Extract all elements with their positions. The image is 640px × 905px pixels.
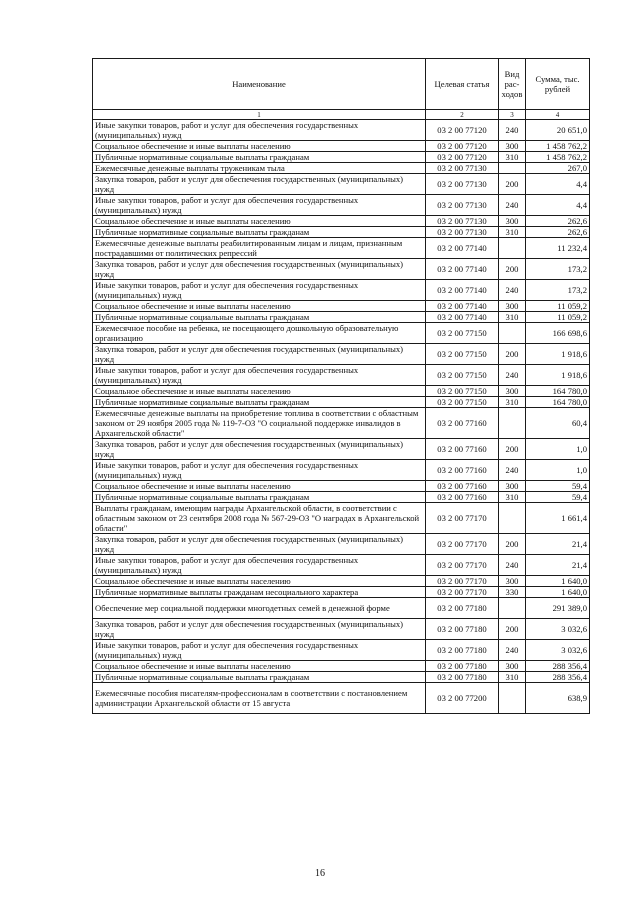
row-article-cell: 03 2 00 77160: [426, 408, 499, 439]
row-type-cell: 300: [499, 301, 526, 312]
row-sum-cell: 3 032,6: [526, 619, 590, 640]
column-number-row: [93, 110, 590, 120]
row-type-cell: 300: [499, 216, 526, 227]
row-article-cell: 03 2 00 77170: [426, 587, 499, 598]
row-sum-cell: 1 640,0: [526, 576, 590, 587]
row-name-cell: Иные закупки товаров, работ и услуг для обеспечения государственных (муниципальных) нужд: [93, 460, 426, 481]
table-row: [93, 227, 590, 238]
row-name-cell: Публичные нормативные выплаты гражданам несоциального характера: [93, 587, 426, 598]
table-row: [93, 280, 590, 301]
column-number: 3: [499, 110, 526, 120]
table-row: [93, 534, 590, 555]
row-article-cell: 03 2 00 77130: [426, 216, 499, 227]
row-type-cell: [499, 683, 526, 714]
row-type-cell: 240: [499, 640, 526, 661]
row-sum-cell: 1 640,0: [526, 587, 590, 598]
table-row: [93, 238, 590, 259]
page-number: 16: [315, 868, 325, 879]
row-article-cell: 03 2 00 77140: [426, 259, 499, 280]
row-name-cell: Социальное обеспечение и иные выплаты населению: [93, 386, 426, 397]
row-sum-cell: 3 032,6: [526, 640, 590, 661]
row-name-cell: Социальное обеспечение и иные выплаты населению: [93, 481, 426, 492]
table-row: [93, 312, 590, 323]
row-type-cell: 300: [499, 141, 526, 152]
table-row: [93, 640, 590, 661]
row-name-cell: Выплаты гражданам, имеющим награды Архангельской области, в соответствии с областным законом от 23 сентября 2008 года № 567-29-ОЗ "О наградах в Архангельской области": [93, 503, 426, 534]
row-name-cell: Социальное обеспечение и иные выплаты населению: [93, 216, 426, 227]
row-article-cell: 03 2 00 77180: [426, 640, 499, 661]
row-sum-cell: 164 780,0: [526, 397, 590, 408]
row-sum-cell: 173,2: [526, 280, 590, 301]
row-name-cell: Ежемесячные денежные выплаты на приобретение топлива в соответствии с областным законом от 29 ноября 2005 года № 119-7-ОЗ "О социальной поддержке инвалидов в Архангельской области": [93, 408, 426, 439]
row-article-cell: 03 2 00 77130: [426, 174, 499, 195]
row-name-cell: Социальное обеспечение и иные выплаты населению: [93, 661, 426, 672]
row-name-cell: Публичные нормативные социальные выплаты гражданам: [93, 152, 426, 163]
table-row: [93, 576, 590, 587]
row-sum-cell: 59,4: [526, 492, 590, 503]
table-row: [93, 683, 590, 714]
table-row: [93, 619, 590, 640]
budget-table: [92, 58, 590, 714]
row-type-cell: 200: [499, 259, 526, 280]
row-sum-cell: 11 232,4: [526, 238, 590, 259]
row-name-cell: Иные закупки товаров, работ и услуг для обеспечения государственных (муниципальных) нужд: [93, 365, 426, 386]
table-row: [93, 120, 590, 141]
row-type-cell: 300: [499, 481, 526, 492]
row-type-cell: 200: [499, 344, 526, 365]
row-type-cell: 200: [499, 174, 526, 195]
row-type-cell: 240: [499, 365, 526, 386]
column-number: 1: [93, 110, 426, 120]
row-name-cell: Обеспечение мер социальной поддержки многодетных семей в денежной форме: [93, 598, 426, 619]
table-row: [93, 344, 590, 365]
row-sum-cell: 164 780,0: [526, 386, 590, 397]
table-row: [93, 481, 590, 492]
row-sum-cell: 1 458 762,2: [526, 141, 590, 152]
table-row: [93, 301, 590, 312]
row-name-cell: Публичные нормативные социальные выплаты гражданам: [93, 492, 426, 503]
row-article-cell: 03 2 00 77160: [426, 439, 499, 460]
row-sum-cell: 1 458 762,2: [526, 152, 590, 163]
row-article-cell: 03 2 00 77180: [426, 598, 499, 619]
table-row: [93, 672, 590, 683]
row-sum-cell: 21,4: [526, 534, 590, 555]
table-row: [93, 216, 590, 227]
row-type-cell: 310: [499, 672, 526, 683]
table-row: [93, 492, 590, 503]
row-article-cell: 03 2 00 77150: [426, 386, 499, 397]
row-name-cell: Ежемесячные денежные выплаты труженикам тыла: [93, 163, 426, 174]
row-type-cell: 310: [499, 492, 526, 503]
row-article-cell: 03 2 00 77120: [426, 152, 499, 163]
row-article-cell: 03 2 00 77180: [426, 672, 499, 683]
row-article-cell: 03 2 00 77170: [426, 503, 499, 534]
row-sum-cell: 11 059,2: [526, 301, 590, 312]
row-sum-cell: 267,0: [526, 163, 590, 174]
row-article-cell: 03 2 00 77120: [426, 141, 499, 152]
table-row: [93, 259, 590, 280]
row-type-cell: 240: [499, 460, 526, 481]
row-article-cell: 03 2 00 77140: [426, 301, 499, 312]
row-name-cell: Иные закупки товаров, работ и услуг для обеспечения государственных (муниципальных) нужд: [93, 555, 426, 576]
row-sum-cell: 4,4: [526, 195, 590, 216]
header-article: Целевая статья: [426, 59, 499, 110]
row-article-cell: 03 2 00 77150: [426, 344, 499, 365]
row-type-cell: 310: [499, 312, 526, 323]
row-type-cell: 200: [499, 619, 526, 640]
row-name-cell: Ежемесячные денежные выплаты реабилитированным лицам и лицам, признанным пострадавшими от политических репрессий: [93, 238, 426, 259]
row-name-cell: Закупка товаров, работ и услуг для обеспечения государственных (муниципальных) нужд: [93, 259, 426, 280]
row-type-cell: [499, 598, 526, 619]
row-sum-cell: 1 918,6: [526, 365, 590, 386]
row-name-cell: Публичные нормативные социальные выплаты гражданам: [93, 227, 426, 238]
row-name-cell: Иные закупки товаров, работ и услуг для обеспечения государственных (муниципальных) нужд: [93, 280, 426, 301]
row-article-cell: 03 2 00 77160: [426, 460, 499, 481]
row-article-cell: 03 2 00 77180: [426, 619, 499, 640]
row-type-cell: 240: [499, 555, 526, 576]
row-article-cell: 03 2 00 77160: [426, 492, 499, 503]
row-article-cell: 03 2 00 77170: [426, 576, 499, 587]
row-type-cell: 310: [499, 227, 526, 238]
row-sum-cell: 291 389,0: [526, 598, 590, 619]
row-sum-cell: 173,2: [526, 259, 590, 280]
row-type-cell: [499, 408, 526, 439]
row-sum-cell: 288 356,4: [526, 672, 590, 683]
table-row: [93, 195, 590, 216]
row-type-cell: 240: [499, 195, 526, 216]
document-page: [92, 58, 589, 714]
row-article-cell: 03 2 00 77140: [426, 280, 499, 301]
row-name-cell: Социальное обеспечение и иные выплаты населению: [93, 576, 426, 587]
table-header-row: [93, 59, 590, 110]
row-type-cell: 300: [499, 661, 526, 672]
table-row: [93, 365, 590, 386]
row-sum-cell: 1 918,6: [526, 344, 590, 365]
row-sum-cell: 1,0: [526, 460, 590, 481]
table-row: [93, 460, 590, 481]
column-number: 4: [526, 110, 590, 120]
row-type-cell: 300: [499, 386, 526, 397]
header-sum: Сумма, тыс. рублей: [526, 59, 590, 110]
row-type-cell: [499, 238, 526, 259]
table-row: [93, 587, 590, 598]
row-name-cell: Публичные нормативные социальные выплаты гражданам: [93, 672, 426, 683]
column-number: 2: [426, 110, 499, 120]
row-article-cell: 03 2 00 77140: [426, 312, 499, 323]
table-row: [93, 397, 590, 408]
row-name-cell: Закупка товаров, работ и услуг для обеспечения государственных (муниципальных) нужд: [93, 344, 426, 365]
row-article-cell: 03 2 00 77180: [426, 661, 499, 672]
row-article-cell: 03 2 00 77130: [426, 163, 499, 174]
row-type-cell: 330: [499, 587, 526, 598]
table-row: [93, 503, 590, 534]
row-sum-cell: 4,4: [526, 174, 590, 195]
row-sum-cell: 20 651,0: [526, 120, 590, 141]
table-row: [93, 598, 590, 619]
row-article-cell: 03 2 00 77170: [426, 555, 499, 576]
row-sum-cell: 21,4: [526, 555, 590, 576]
row-article-cell: 03 2 00 77130: [426, 195, 499, 216]
row-name-cell: Иные закупки товаров, работ и услуг для обеспечения государственных (муниципальных) нужд: [93, 640, 426, 661]
row-article-cell: 03 2 00 77140: [426, 238, 499, 259]
row-sum-cell: 166 698,6: [526, 323, 590, 344]
row-name-cell: Публичные нормативные социальные выплаты гражданам: [93, 312, 426, 323]
row-type-cell: 200: [499, 534, 526, 555]
row-name-cell: Ежемесячные пособия писателям-профессионалам в соответствии с постановлением администрации Архангельской области от 15 августа: [93, 683, 426, 714]
header-type: Вид рас-ходов: [499, 59, 526, 110]
row-sum-cell: 59,4: [526, 481, 590, 492]
row-type-cell: [499, 323, 526, 344]
table-row: [93, 555, 590, 576]
row-sum-cell: 60,4: [526, 408, 590, 439]
row-name-cell: Закупка товаров, работ и услуг для обеспечения государственных (муниципальных) нужд: [93, 439, 426, 460]
row-sum-cell: 11 059,2: [526, 312, 590, 323]
row-sum-cell: 262,6: [526, 227, 590, 238]
row-type-cell: 310: [499, 397, 526, 408]
header-name: Наименование: [93, 59, 426, 110]
row-name-cell: Социальное обеспечение и иные выплаты населению: [93, 141, 426, 152]
row-article-cell: 03 2 00 77150: [426, 397, 499, 408]
table-row: [93, 408, 590, 439]
row-type-cell: [499, 163, 526, 174]
row-type-cell: 240: [499, 280, 526, 301]
row-sum-cell: 1 661,4: [526, 503, 590, 534]
row-name-cell: Закупка товаров, работ и услуг для обеспечения государственных (муниципальных) нужд: [93, 619, 426, 640]
row-article-cell: 03 2 00 77160: [426, 481, 499, 492]
row-name-cell: Иные закупки товаров, работ и услуг для обеспечения государственных (муниципальных) нужд: [93, 195, 426, 216]
table-row: [93, 163, 590, 174]
table-row: [93, 439, 590, 460]
row-name-cell: Иные закупки товаров, работ и услуг для обеспечения государственных (муниципальных) нужд: [93, 120, 426, 141]
table-row: [93, 661, 590, 672]
row-article-cell: 03 2 00 77150: [426, 323, 499, 344]
row-sum-cell: 262,6: [526, 216, 590, 227]
row-article-cell: 03 2 00 77130: [426, 227, 499, 238]
table-row: [93, 323, 590, 344]
row-type-cell: 240: [499, 120, 526, 141]
row-name-cell: Социальное обеспечение и иные выплаты населению: [93, 301, 426, 312]
row-type-cell: 300: [499, 576, 526, 587]
row-name-cell: Закупка товаров, работ и услуг для обеспечения государственных (муниципальных) нужд: [93, 174, 426, 195]
table-row: [93, 174, 590, 195]
table-body: [93, 120, 590, 714]
row-sum-cell: 638,9: [526, 683, 590, 714]
row-article-cell: 03 2 00 77120: [426, 120, 499, 141]
row-article-cell: 03 2 00 77170: [426, 534, 499, 555]
row-name-cell: Ежемесячное пособие на ребенка, не посещающего дошкольную образовательную организацию: [93, 323, 426, 344]
row-name-cell: Публичные нормативные социальные выплаты гражданам: [93, 397, 426, 408]
table-row: [93, 386, 590, 397]
row-type-cell: 310: [499, 152, 526, 163]
row-sum-cell: 1,0: [526, 439, 590, 460]
row-sum-cell: 288 356,4: [526, 661, 590, 672]
row-name-cell: Закупка товаров, работ и услуг для обеспечения государственных (муниципальных) нужд: [93, 534, 426, 555]
table-row: [93, 152, 590, 163]
row-type-cell: 200: [499, 439, 526, 460]
row-article-cell: 03 2 00 77200: [426, 683, 499, 714]
table-row: [93, 141, 590, 152]
row-type-cell: [499, 503, 526, 534]
row-article-cell: 03 2 00 77150: [426, 365, 499, 386]
